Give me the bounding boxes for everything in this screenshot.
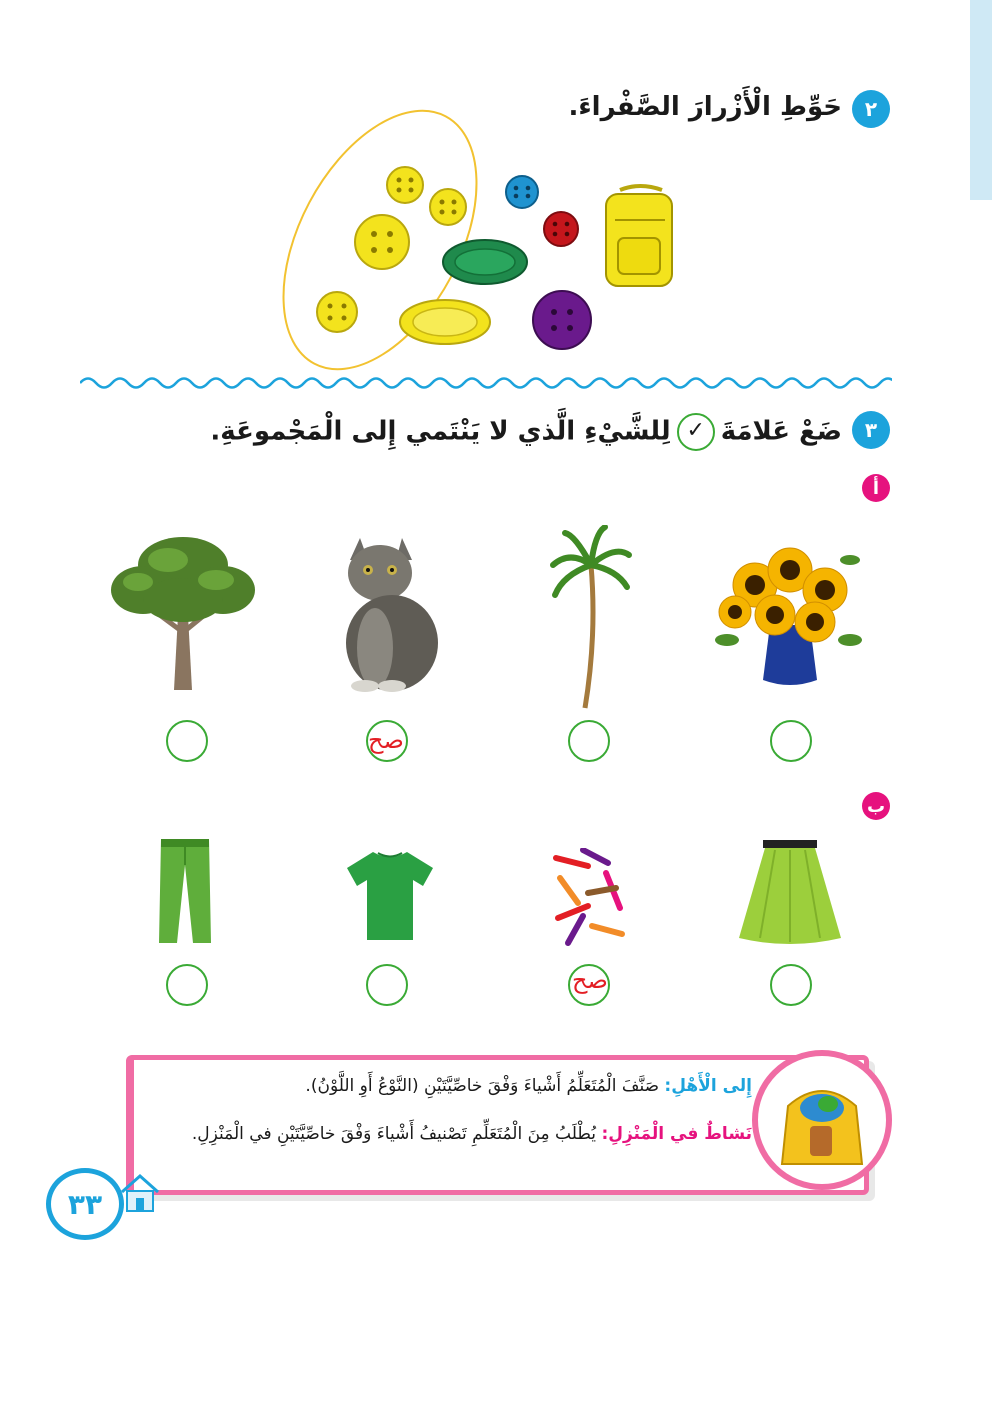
group-b-badge [862,792,890,820]
question-3-text-part: ضَعْ عَلامَةَ [720,416,842,447]
yellow-plate-button-icon [400,300,490,344]
home-activity-label: نَشاطٌ في الْمَنْزِلِ: [601,1124,752,1144]
purple-button-icon [533,291,591,349]
side-tab [970,0,992,200]
yellow-backpack-icon [606,186,672,286]
house-icon [118,1170,162,1214]
tshirt-icon [345,848,435,943]
palm-tree-icon [545,525,635,710]
cat-icon [330,528,445,693]
skirt-icon [735,838,845,948]
colored-pencils-icon [548,848,628,948]
sunflower-vase-icon [715,530,865,690]
bag-illustration-frame [752,1050,892,1190]
check-mark-icon [677,413,715,451]
buttons-illustration [270,90,690,380]
answer-circle[interactable] [366,964,408,1006]
answer-mark: صح [572,966,608,994]
blue-button-icon [506,176,538,208]
parents-note-line-2 [192,1124,752,1144]
tree-icon [108,530,258,695]
pants-icon [155,835,215,947]
question-number-badge [852,411,890,449]
answer-circle[interactable] [568,720,610,762]
answer-circle[interactable] [166,964,208,1006]
question-number-badge [852,90,890,128]
answer-mark: صح [368,726,404,754]
answer-circle[interactable] [770,964,812,1006]
school-bag-icon [758,1056,886,1184]
answer-circle[interactable] [166,720,208,762]
question-number: ٢ [864,97,878,121]
wavy-divider [80,372,892,394]
yellow-button-icon [355,215,409,269]
answer-circle[interactable] [770,720,812,762]
question-3-text [210,413,842,451]
page-number [46,1168,124,1240]
group-a-label: أ [872,477,880,499]
home-activity-text: يُطْلَبُ مِنَ الْمُتَعَلِّمِ تَصْنيفُ أَشْياءَ وَفْقَ خاصِّيَّتَيْنِ في الْمَنْزِلِ. [191,1124,597,1144]
green-plate-button-icon [443,240,527,284]
page-number-text: ٣٣ [67,1187,103,1221]
question-number: ٣ [864,418,878,442]
parents-note-line-1 [305,1076,752,1096]
parents-note-text: صَنَّفَ الْمُتَعَلِّمُ أَشْياءَ وَفْقَ خاصِّيَّتَيْنِ (النَّوْعُ أَوِ اللَّوْنُ). [305,1076,660,1096]
red-button-icon [544,212,578,246]
group-b-label: ب [866,795,886,817]
question-3-text-part: لِلشَّيْءِ الَّذي لا يَنْتَمي إِلى الْمَجْموعَةِ. [210,416,671,447]
group-a-badge [862,474,890,502]
parents-note-label: إِلى الْأَهْلِ: [664,1076,752,1096]
yellow-button-icon [387,167,423,203]
question-2-text: حَوِّطِ الْأَزْرارَ الصَّفْراءَ. [568,92,842,122]
check-symbol: ✓ [686,418,705,443]
yellow-button-icon [317,292,357,332]
yellow-button-icon [430,189,466,225]
